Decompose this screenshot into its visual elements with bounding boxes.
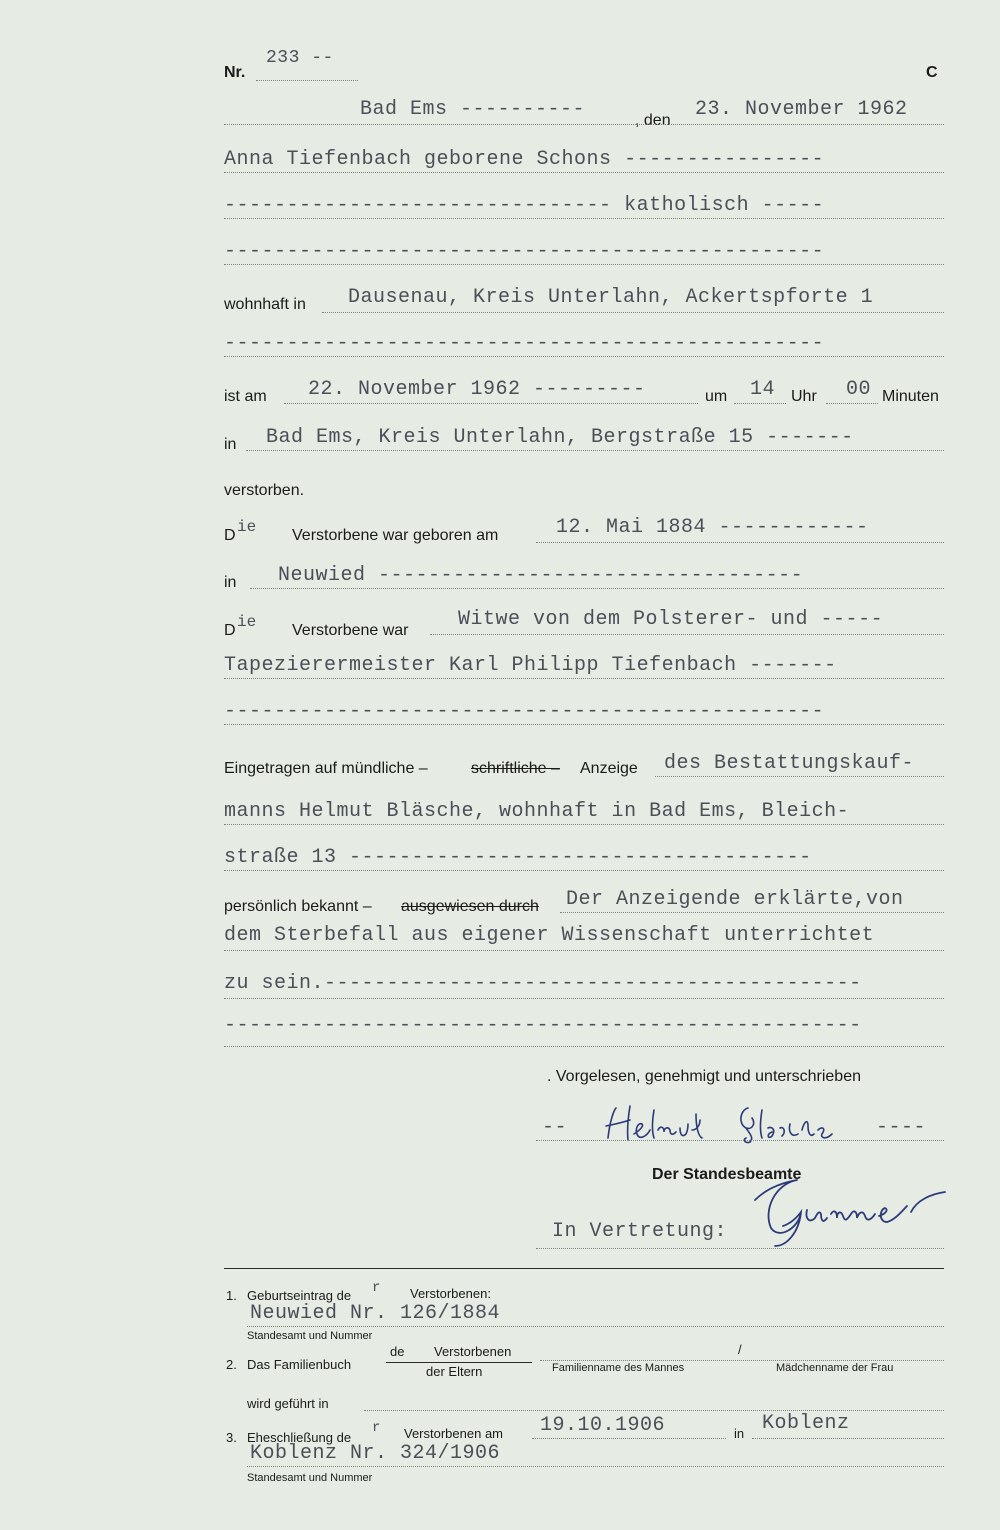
dotted-line [224, 356, 944, 357]
status-line [430, 634, 944, 635]
item2-de: de [390, 1344, 405, 1359]
status-label: Verstorbene war [292, 622, 409, 639]
item1-label: Geburtseintrag de [247, 1288, 352, 1303]
informant-line-1: des Bestattungskauf- [664, 752, 915, 775]
item2-name-line [540, 1360, 944, 1361]
signature-line [536, 1140, 944, 1141]
death-place: Bad Ems, Kreis Unterlahn, Bergstraße 15 ------- [266, 426, 854, 449]
item1-line [247, 1326, 944, 1327]
item2-place-line [364, 1410, 944, 1411]
vertretung-line [536, 1248, 944, 1249]
birth-place-line [250, 588, 944, 589]
birth-place: Neuwied ---------------------------------- [278, 564, 804, 587]
residence: Dausenau, Kreis Unterlahn, Ackertspforte 1 [348, 286, 874, 309]
blank-dash-line: ------------------------------------------------ [224, 332, 825, 355]
born-article: ie [237, 518, 257, 536]
minuten-label: Minuten [882, 388, 939, 405]
registration-date: 23. November 1962 [695, 98, 908, 121]
footer-separator [224, 1268, 944, 1269]
signature-dashes-right: ---- [876, 1116, 927, 1139]
eingetragen-label: Eingetragen auf mündliche – [224, 760, 428, 777]
ausgewiesen-label: ausgewiesen durch [401, 898, 539, 915]
item2-number: 2. [226, 1357, 237, 1372]
status-article: ie [237, 613, 257, 631]
statement-line [560, 912, 944, 913]
death-date-line [284, 403, 698, 404]
bekannt-label: persönlich bekannt – [224, 898, 372, 915]
item1-article: r [372, 1280, 381, 1296]
birth-date-line [536, 542, 944, 543]
spouse-line [224, 678, 944, 679]
status-prefix: D [224, 622, 236, 639]
religion: ------------------------------- katholisch ----- [224, 194, 825, 217]
deceased-name: Anna Tiefenbach geborene Schons ---------------- [224, 148, 825, 171]
item1-value: Neuwied Nr. 126/1884 [250, 1302, 501, 1325]
statement-line-3: zu sein.------------------------------------------- [224, 972, 862, 995]
birth-date: 12. Mai 1884 ------------ [556, 516, 869, 539]
hour-line [734, 403, 786, 404]
marriage-date-line [532, 1438, 726, 1439]
item3-caption: Standesamt und Nummer [247, 1472, 373, 1484]
born-label: Verstorbene war geboren am [292, 527, 499, 544]
signature-dashes-left: -- [542, 1116, 568, 1139]
dotted-line [224, 824, 944, 825]
blank-dash-line: ------------------------------------------------ [224, 240, 825, 263]
item2-verstorbenen: Verstorbenen [434, 1344, 512, 1359]
registration-place: Bad Ems ---------- [360, 98, 586, 121]
registrar-signature [735, 1170, 955, 1250]
item2-eltern: der Eltern [426, 1364, 483, 1379]
item3-line [247, 1466, 944, 1467]
dotted-line [224, 998, 944, 999]
date-line [224, 124, 944, 125]
vorgelesen-label: . Vorgelesen, genehmigt und unterschrieben [547, 1068, 861, 1085]
in-label-2: in [224, 574, 237, 591]
item1-caption: Standesamt und Nummer [247, 1330, 373, 1342]
item2-slash: / [738, 1342, 742, 1357]
item2-label: Das Familienbuch [247, 1357, 352, 1372]
wohnhaft-label: wohnhaft in [224, 296, 306, 313]
statement-line-1: Der Anzeigende erklärte,von [566, 888, 904, 911]
record-number: 233 -- [266, 48, 334, 68]
item3-value: Koblenz Nr. 324/1906 [250, 1442, 501, 1465]
item3-label-2: Verstorbenen am [404, 1426, 504, 1441]
registrar-title: Der Standesbeamte [652, 1166, 802, 1183]
statement-line-2: dem Sterbefall aus eigener Wissenschaft unterrichtet [224, 924, 875, 947]
residence-line [322, 312, 944, 313]
blank-dash-line: ------------------------------------------------ [224, 700, 825, 723]
religion-line [224, 218, 944, 219]
death-date: 22. November 1962 --------- [308, 378, 646, 401]
item2-caption-woman: Mädchenname der Frau [776, 1362, 894, 1374]
item3-label: Eheschließung de [247, 1430, 352, 1445]
dotted-line [224, 950, 944, 951]
dotted-line [224, 724, 944, 725]
born-prefix: D [224, 527, 236, 544]
marital-status: Witwe von dem Polsterer- und ----- [458, 608, 884, 631]
item3-article: r [372, 1420, 381, 1436]
vertretung-label: In Vertretung: [552, 1220, 728, 1243]
record-number-line [256, 80, 358, 81]
marriage-date: 19.10.1906 [540, 1414, 666, 1437]
form-letter: C [926, 64, 938, 81]
minutes-line [826, 403, 878, 404]
schriftliche-label: schriftliche – [471, 760, 560, 777]
item1-number: 1. [226, 1288, 237, 1303]
item1-label-2: Verstorbenen: [410, 1286, 491, 1301]
informant-signature [600, 1100, 870, 1150]
dotted-line [224, 1046, 944, 1047]
uhr-label: Uhr [791, 388, 817, 405]
um-label: um [705, 388, 728, 405]
death-hour: 14 [750, 378, 776, 401]
blank-dash-line: --------------------------------------------------- [224, 1014, 862, 1037]
dotted-line [224, 870, 944, 871]
item2-fraction-line [386, 1362, 532, 1363]
name-line [224, 172, 944, 173]
spouse-name: Tapezierermeister Karl Philipp Tiefenbach ------- [224, 654, 837, 677]
marriage-place: Koblenz [762, 1412, 850, 1435]
nr-label: Nr. [224, 64, 246, 81]
verstorben-label: verstorben. [224, 482, 305, 499]
informant-line-2: manns Helmut Bläsche, wohnhaft in Bad Ems, Bleich- [224, 800, 850, 823]
den-label: , den [635, 112, 671, 129]
informant-line-3: straße 13 ------------------------------------- [224, 846, 812, 869]
item3-in: in [734, 1426, 745, 1441]
death-place-line [246, 450, 944, 451]
in-label: in [224, 436, 237, 453]
anzeige-label: Anzeige [580, 760, 638, 777]
dotted-line [224, 264, 944, 265]
marriage-place-line [752, 1438, 944, 1439]
item2-caption-man: Familienname des Mannes [552, 1362, 685, 1374]
item3-number: 3. [226, 1430, 237, 1445]
death-minutes: 00 [846, 378, 872, 401]
ist-am-label: ist am [224, 388, 267, 405]
informant-line [655, 776, 944, 777]
item2-wird: wird geführt in [247, 1396, 329, 1411]
